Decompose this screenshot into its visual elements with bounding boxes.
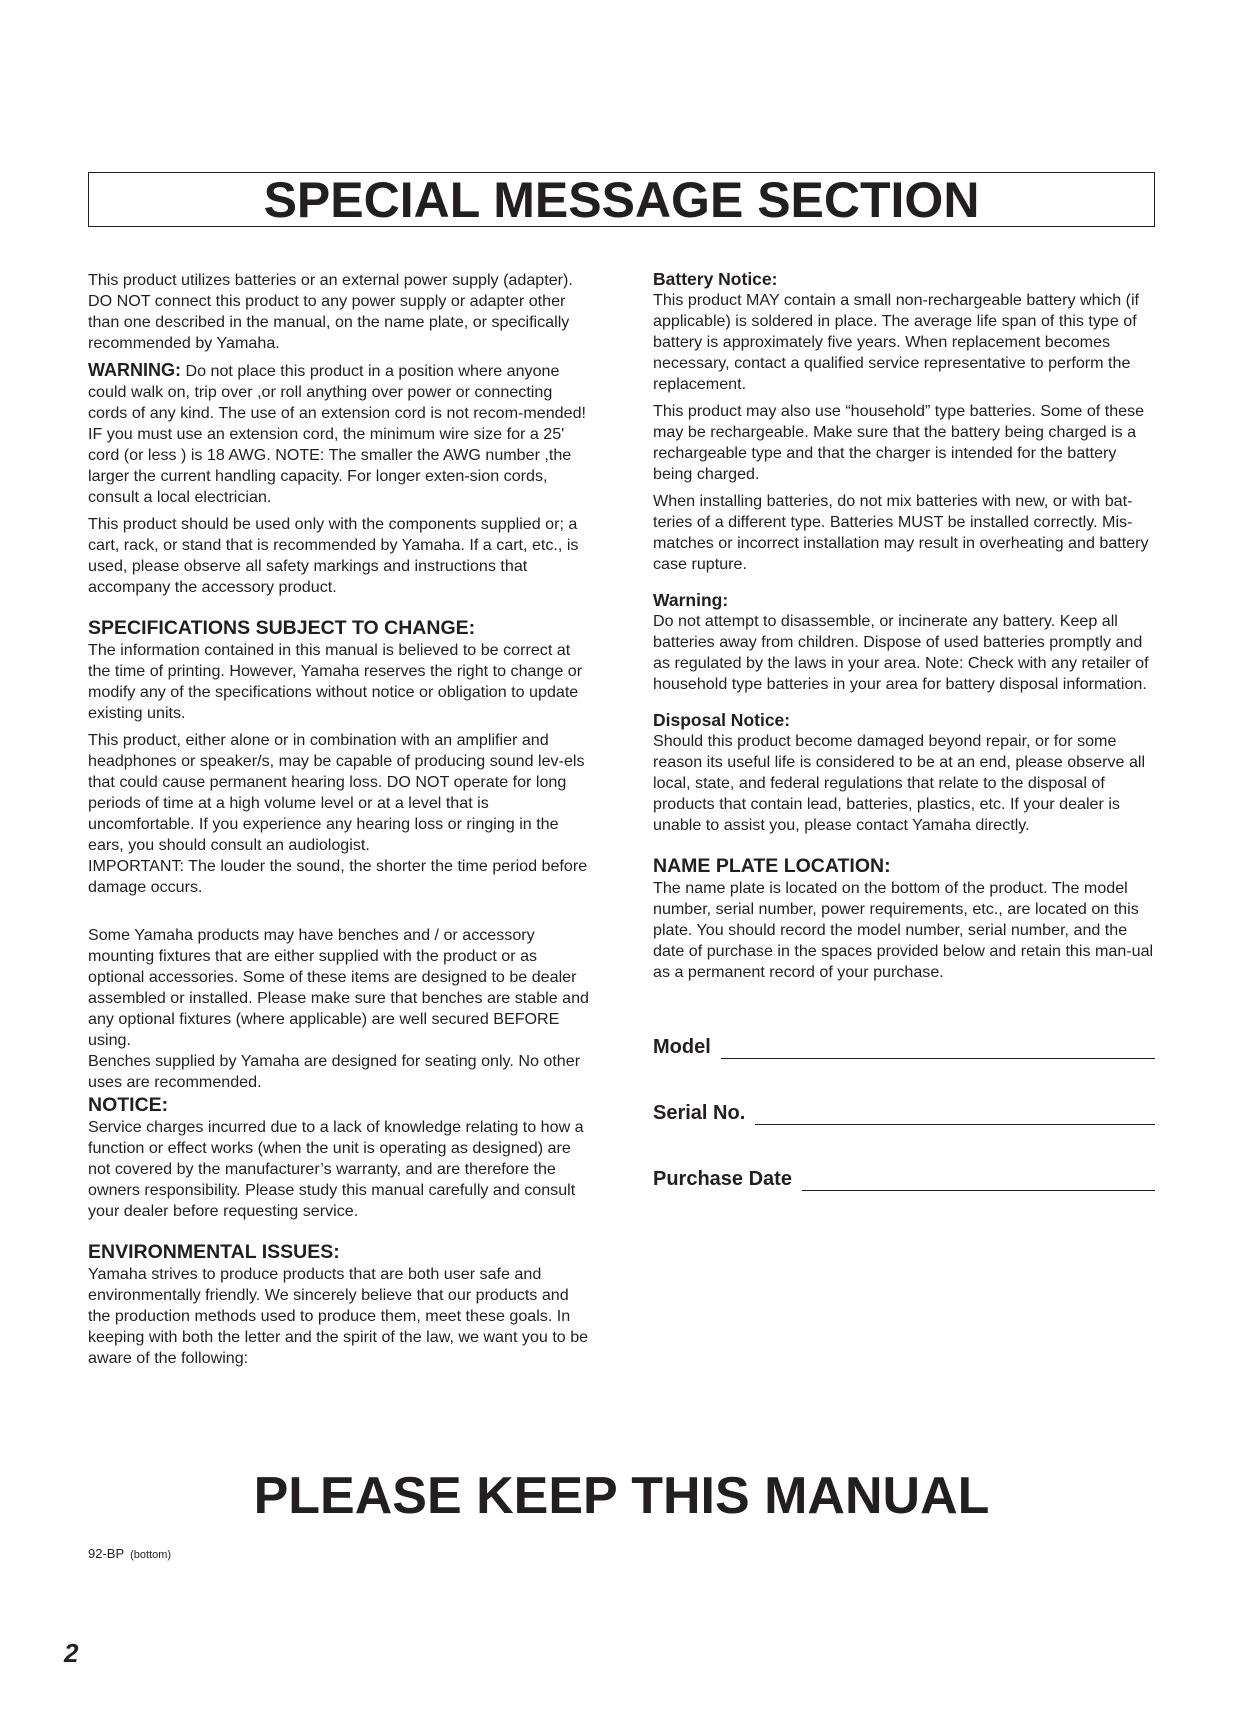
keep-manual-title: PLEASE KEEP THIS MANUAL	[253, 1467, 990, 1525]
title-box	[88, 172, 1155, 227]
environmental-heading: ENVIRONMENTAL ISSUES:	[88, 1241, 340, 1263]
purchase-date-line[interactable]	[802, 1171, 1155, 1191]
model-line[interactable]	[721, 1039, 1155, 1059]
battery-warning-paragraph: Do not attempt to disassemble, or incinerate any battery. Keep all batteries away from children. Dispose of used batteries promptly and as regulated by the laws in your area. Note: Check with any retailer of household type batteries in your area for battery disposal information.	[653, 612, 1149, 693]
warning-lead: WARNING:	[88, 360, 181, 380]
disposal-notice-heading: Disposal Notice:	[653, 710, 791, 730]
purchase-date-field[interactable]	[653, 1167, 1155, 1191]
page-title: SPECIAL MESSAGE SECTION	[263, 171, 980, 228]
power-supply-paragraph: This product utilizes batteries or an external power supply (adapter). DO NOT connect this product to any power supply or adapter other than one described in the manual, on the name plate, or specifically recommended by Yamaha.	[88, 271, 573, 352]
serial-number-label: Serial No.	[653, 1102, 746, 1124]
important-paragraph: IMPORTANT: The louder the sound, the shorter the time period before damage occurs.	[88, 857, 588, 896]
benches-seating-paragraph: Benches supplied by Yamaha are designed for seating only. No other uses are recommended.	[88, 1052, 581, 1091]
household-batteries-paragraph: This product may also use “household” type batteries. Some of these may be rechargeable. Make sure that the battery being charged is a rechargeable type and that the charger is intended for the battery being charged.	[653, 402, 1145, 483]
hearing-paragraph: This product, either alone or in combination with an amplifier and headphones or speaker/s, may be capable of producing sound lev-els that could cause permanent hearing loss. DO NOT operate for long periods of time at a high volume level or at a level that is uncomfortable. If you experience any hearing loss or ringing in the ears, you should consult an audiologist.	[88, 731, 585, 854]
model-label: Model	[653, 1036, 711, 1058]
document-code-note: (bottom)	[130, 1549, 172, 1561]
page-number: 2	[64, 1638, 79, 1668]
installing-batteries-paragraph: When installing batteries, do not mix batteries with new, or with bat-teries of a different type. Batteries MUST be installed correctly. Mis-matches or incorrect installation may result in overheating and battery case rupture.	[653, 492, 1149, 573]
environmental-paragraph: Yamaha strives to produce products that are both user safe and environmentally friendly. We sincerely believe that our products and the production methods used to produce them, meet these goals. In keeping with both the letter and the spirit of the law, we want you to be aware of the following:	[88, 1265, 589, 1367]
serial-number-field[interactable]	[653, 1101, 1155, 1125]
name-plate-heading: NAME PLATE LOCATION:	[653, 855, 891, 877]
document-code	[88, 1546, 171, 1561]
right-column	[653, 268, 1155, 1191]
specifications-heading: SPECIFICATIONS SUBJECT TO CHANGE:	[88, 617, 476, 639]
notice-heading: NOTICE:	[88, 1094, 169, 1116]
battery-warning-heading: Warning:	[653, 590, 729, 610]
serial-number-line[interactable]	[755, 1105, 1155, 1125]
battery-notice-heading: Battery Notice:	[653, 269, 778, 289]
warning-paragraph	[88, 360, 593, 508]
name-plate-paragraph: The name plate is located on the bottom of the product. The model number, serial number, power requirements, etc., are located on this plate. You should record the model number, serial number, and the date of purchase in the spaces provided below and retain this man-ual as a permanent record of your purchase.	[653, 879, 1154, 981]
specifications-paragraph: The information contained in this manual is believed to be correct at the time of printing. However, Yamaha reserves the right to change or modify any of the specifications without notice or obligation to update existing units.	[88, 641, 583, 722]
disposal-notice-paragraph: Should this product become damaged beyond repair, or for some reason its useful life is considered to be at an end, please observe all local, state, and federal regulations that relate to the disposal of products that contain lead, batteries, plastics, etc. If your dealer is unable to assist you, please contact Yamaha directly.	[653, 732, 1146, 834]
notice-paragraph: Service charges incurred due to a lack of knowledge relating to how a function or effect works (when the unit is operating as designed) are not covered by the manufacturer’s warranty, and are therefore the owners responsibility. Please study this manual carefully and consult your dealer before requesting service.	[88, 1118, 584, 1220]
model-field[interactable]	[653, 1035, 1155, 1059]
warning-text: Do not place this product in a position where anyone could walk on, trip over ,or roll anything over power or connecting cords of any kind. The use of an extension cord is not recom-mended! IF you must use an extension cord, the minimum wire size for a 25' cord (or less ) is 18 AWG. NOTE: The smaller the AWG number ,the larger the current handling capacity. For longer exten-sion cords, consult a local electrician.	[88, 362, 586, 506]
left-column	[88, 270, 593, 1375]
document-code-value: 92-BP	[88, 1546, 125, 1561]
benches-paragraph: Some Yamaha products may have benches and / or accessory mounting fixtures that are either supplied with the product or as optional accessories. Some of these items are designed to be dealer assembled or installed. Please make sure that benches are stable and any optional fixtures (where applicable) are well secured BEFORE using.	[88, 926, 589, 1049]
spacer	[88, 904, 593, 925]
battery-notice-paragraph: This product MAY contain a small non-rechargeable battery which (if applicable) is soldered in place. The average life span of this type of battery is approximately five years. When replacement becomes necessary, contact a qualified service representative to perform the replacement.	[653, 291, 1140, 393]
components-paragraph: This product should be used only with the components supplied or; a cart, rack, or stand that is recommended by Yamaha. If a cart, etc., is used, please observe all safety markings and instructions that accompany the accessory product.	[88, 515, 579, 596]
purchase-date-label: Purchase Date	[653, 1168, 792, 1190]
